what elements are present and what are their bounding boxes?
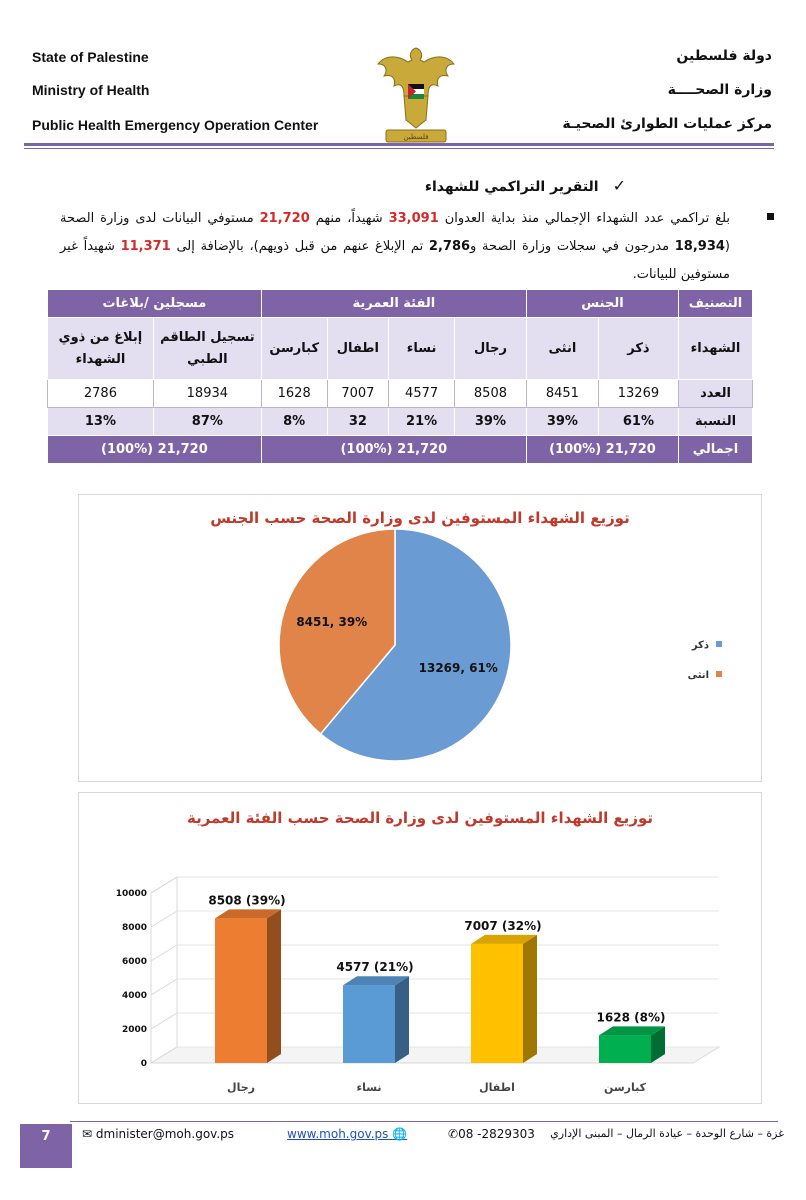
para-text: تم الإبلاغ عنهم من قبل ذويهم)، بالإضافة إلى [170, 239, 429, 254]
header-divider [24, 143, 774, 146]
footer-email[interactable] [82, 1127, 234, 1141]
gridline [151, 911, 177, 927]
gender-pie-chart [78, 494, 762, 782]
table-cell: 18934 [153, 380, 261, 408]
bullet-square-icon [767, 213, 774, 220]
chart-side-wall [151, 877, 177, 1063]
table-header-registered: مسجلين /بلاغات [48, 290, 262, 318]
legend-swatch [716, 641, 722, 647]
section-heading-text: التقرير التراكمي للشهداء [424, 179, 599, 195]
table-cell: 39% [454, 408, 526, 436]
table-cell: 8451 [526, 380, 598, 408]
table-col-header: رجال [454, 318, 526, 380]
bar-chart-canvas [79, 793, 763, 1105]
para-text: شهيداً، منهم [309, 211, 389, 226]
table-cell: 61% [598, 408, 678, 436]
footer-phone [448, 1127, 535, 1141]
table-row-label: العدد [679, 380, 753, 408]
table-cell: 87% [153, 408, 261, 436]
footer-divider [70, 1121, 778, 1122]
table-cell: 4577 [389, 380, 455, 408]
table-row [48, 436, 753, 464]
section-heading [425, 176, 626, 195]
pie-data-label: 13269, 61% [418, 660, 498, 675]
table-col-header: إبلاغ من ذوي الشهداء [48, 318, 154, 380]
header-ar-line2: وزارة الصحــــة [667, 82, 772, 98]
header-en-line3: Public Health Emergency Operation Center [32, 117, 319, 133]
table-row-label: اجمالي [679, 436, 753, 464]
table-cell: 1628 [261, 380, 327, 408]
gridline [151, 945, 177, 961]
martyrs-table [47, 289, 753, 464]
table-total-registered: 21,720 (100%) [48, 436, 262, 464]
legend-label: ذكر [691, 640, 709, 651]
x-category-label: رجال [227, 1081, 255, 1094]
x-category-label: كبارسن [603, 1081, 647, 1094]
email-text: dminister@moh.gov.ps [95, 1127, 235, 1141]
bar-front-1 [343, 985, 395, 1063]
table-col-header: تسجيل الطاقم الطبي [153, 318, 261, 380]
bar-side-1 [395, 976, 409, 1063]
bar-data-label: 8508 (39%) [208, 893, 286, 908]
pie-chart-title: توزيع الشهداء المستوفين لدى وزارة الصحة حسب الجنس [210, 509, 630, 527]
table-cell: 39% [526, 408, 598, 436]
total-martyrs-number: 33,091 [388, 211, 439, 226]
table-header-gender: الجنس [526, 290, 678, 318]
table-row [48, 290, 753, 318]
summary-paragraph [60, 205, 730, 289]
table-col-header: كبارسن [261, 318, 327, 380]
table-total-age: 21,720 (100%) [261, 436, 526, 464]
table-col-header: انثى [526, 318, 598, 380]
gridline [151, 1013, 177, 1029]
bar-front-0 [215, 918, 267, 1063]
header-divider-thin [24, 148, 774, 149]
phone-icon: ✆ [448, 1127, 459, 1141]
table-cell: 21% [389, 408, 455, 436]
legend-label: انثى [687, 670, 709, 681]
table-row [48, 408, 753, 436]
table-row [48, 380, 753, 408]
header-en-line2: Ministry of Health [32, 82, 150, 98]
table-header-age: الفئة العمرية [261, 290, 526, 318]
phone-text: 08 -2829303 [458, 1127, 535, 1141]
pie-data-label: 8451, 39% [296, 615, 368, 630]
footer-website-link[interactable] [287, 1127, 407, 1141]
bar-data-label: 4577 (21%) [336, 960, 414, 975]
table-total-gender: 21,720 (100%) [526, 436, 678, 464]
bar-front-2 [471, 944, 523, 1063]
registered-number: 18,934 [674, 239, 725, 254]
check-icon: ✓ [612, 176, 626, 195]
header-en [32, 48, 318, 149]
table-row [48, 318, 753, 380]
gridline [151, 877, 177, 893]
palestine-eagle-emblem-icon [374, 40, 458, 144]
table-cell: 13% [48, 408, 154, 436]
mail-icon: ✉ [82, 1127, 93, 1141]
y-tick-label: 2000 [121, 1025, 147, 1035]
table-cell: 2786 [48, 380, 154, 408]
header-ar [562, 46, 772, 148]
para-text: مدرجون في سجلات وزارة الصحة و [470, 239, 675, 254]
bar-data-label: 7007 (32%) [464, 918, 542, 933]
complete-data-number: 21,720 [259, 211, 310, 226]
header-en-line1: State of Palestine [32, 49, 149, 65]
footer-address: غزة – شارع الوحدة – عيادة الرمال – المبنى الإداري [550, 1127, 784, 1140]
bar-side-2 [523, 935, 537, 1063]
y-tick-label: 10000 [115, 889, 147, 899]
table-row-label: الشهداء [679, 318, 753, 380]
bar-data-label: 1628 (8%) [596, 1010, 666, 1025]
y-tick-label: 0 [140, 1059, 147, 1069]
x-category-label: نساء [356, 1081, 382, 1094]
table-cell: 7007 [327, 380, 389, 408]
y-tick-label: 8000 [121, 923, 147, 933]
table-cell: 32 [327, 408, 389, 436]
globe-icon: 🌐 [392, 1127, 408, 1141]
header-ar-line3: مركز عمليات الطوارئ الصحيـة [562, 116, 772, 132]
pie-chart-canvas [79, 495, 763, 783]
para-text: بلغ تراكمي عدد الشهداء الإجمالي منذ بداية العدوان [438, 211, 730, 226]
website-text: www.moh.gov.ps [287, 1127, 389, 1141]
table-cell: 8% [261, 408, 327, 436]
table-col-header: اطفال [327, 318, 389, 380]
legend-swatch [716, 671, 722, 677]
table-col-header: ذكر [598, 318, 678, 380]
page-number: 7 [20, 1124, 72, 1168]
table-header-class: التصنيف [679, 290, 753, 318]
y-tick-label: 4000 [121, 991, 147, 1001]
gridline [151, 979, 177, 995]
table-col-header: نساء [389, 318, 455, 380]
age-bar-chart [78, 792, 762, 1104]
table-cell: 8508 [454, 380, 526, 408]
x-category-label: اطفال [479, 1081, 515, 1094]
y-tick-label: 6000 [121, 957, 147, 967]
bar-chart-title: توزيع الشهداء المستوفين لدى وزارة الصحة حسب الفئة العمرية [186, 809, 653, 827]
table-cell: 13269 [598, 380, 678, 408]
bar-front-3 [599, 1035, 651, 1063]
para-text: شهيداً غير مستوفين للبيانات. [60, 239, 730, 282]
para-text: مستوفي البيانات لدى وزارة الصحة ( [60, 211, 730, 254]
reported-number: 2,786 [428, 239, 471, 254]
emblem-text: فلسطين [403, 133, 429, 141]
table-row-label: النسبة [679, 408, 753, 436]
header-ar-line1: دولة فلسطين [676, 48, 772, 64]
incomplete-number: 11,371 [120, 239, 171, 254]
bar-side-0 [267, 909, 281, 1063]
